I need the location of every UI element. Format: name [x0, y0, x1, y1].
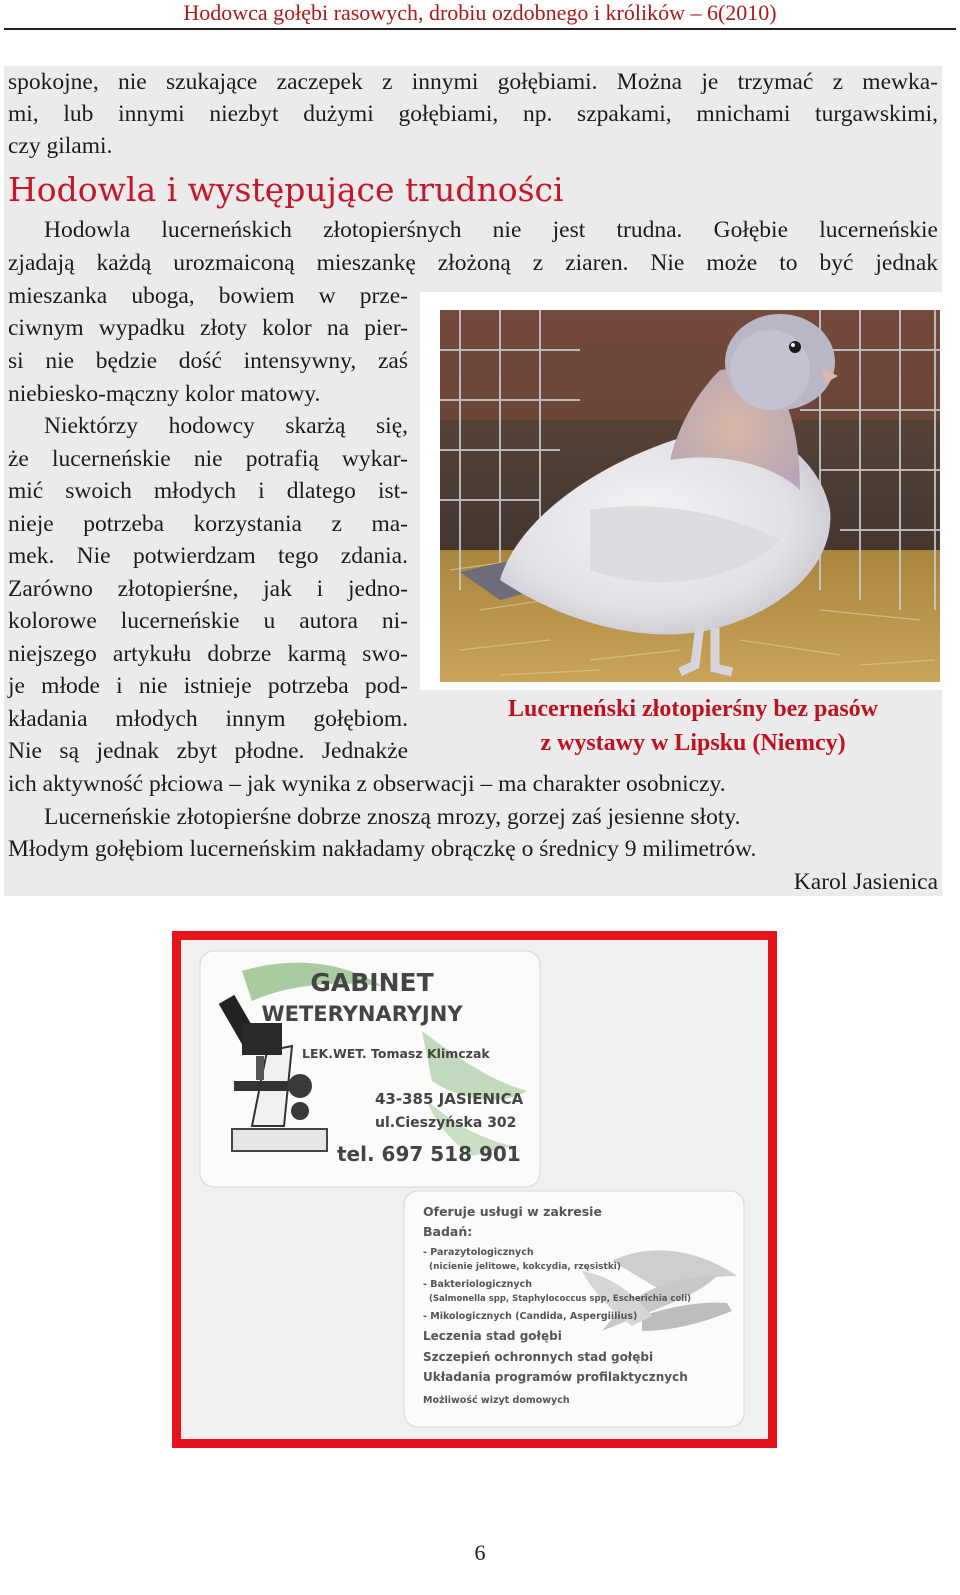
ad-offer-title: Oferuje usługi w zakresie — [423, 1204, 602, 1219]
ad-service-1: Leczenia stad gołębi — [423, 1329, 562, 1343]
column-line: nieje potrzeba korzystania z ma- — [8, 511, 408, 537]
intro-line: spokojne, nie szukające zaczepek z innymi gołębiami. Można je trzymać z mewka- — [8, 69, 938, 95]
ad-phone: tel. 697 518 901 — [337, 1142, 521, 1166]
photo-caption — [430, 692, 956, 760]
ad-test-3: - Mikologicznych (Candida, Aspergiilius) — [423, 1311, 638, 1322]
pigeon-photo — [440, 310, 940, 682]
intro-line: czy gilami. — [8, 133, 113, 159]
caption-line-1: Lucerneński złotopierśny bez pasów — [507, 696, 878, 722]
column-line: niebiesko-mączny kolor matowy. — [8, 381, 321, 407]
ad-test-1: - Parazytologicznych — [423, 1247, 534, 1258]
paragraph-line: Lucerneńskie złotopierśne dobrze znoszą mrozy, gorzej zaś jesienne słoty. — [44, 804, 741, 830]
ad-test-2-detail: (Salmonella spp, Staphylococcus spp, Escherichia coli) — [429, 1294, 692, 1304]
ad-service-3: Układania programów profilaktycznych — [423, 1370, 688, 1384]
business-card-front — [200, 951, 540, 1187]
column-line: Nie są jednak zbyt płodne. Jednakże — [8, 738, 408, 764]
column-line: kolorowe lucerneńskie u autora ni- — [8, 608, 408, 634]
running-header: Hodowca gołębi rasowych, drobiu ozdobnego i królików – 6(2010) — [183, 0, 777, 25]
column-line: mić swoich młodych i dlatego ist- — [8, 478, 408, 504]
column-line: Zarówno złotopierśne, jak i jedno- — [8, 576, 408, 602]
column-line: Niektórzy hodowcy skarżą się, — [44, 413, 408, 439]
column-line: mek. Nie potwierdzam tego zdania. — [8, 543, 408, 569]
ad-street: ul.Cieszyńska 302 — [375, 1115, 517, 1131]
intro-line: mi, lub innymi niezbyt dużymi gołębiami, np. szpakami, mnichami turgawskimi, — [8, 101, 938, 127]
ad-test-2: - Bakteriologicznych — [423, 1279, 533, 1290]
paragraph-line: ich aktywność płciowa – jak wynika z obserwacji – ma charakter osobniczy. — [8, 771, 726, 797]
ad-doctor: LEK.WET. Tomasz Klimczak — [302, 1046, 490, 1061]
section-heading: Hodowla i występujące trudności — [8, 170, 564, 209]
column-line: ciwnym wypadku złoty kolor na pier- — [8, 315, 408, 341]
ad-title-1: GABINET — [310, 968, 434, 997]
paragraph-line: zjadają każdą urozmaiconą mieszankę złożoną z ziaren. Nie może to być jednak — [8, 250, 938, 276]
column-line: że lucerneńskie nie potrafią wykar- — [8, 446, 408, 472]
column-line: je młode i nie istnieje potrzeba pod- — [8, 673, 408, 699]
ad-test-1-detail: (nicienie jelitowe, kokcydia, rzęsistki) — [429, 1262, 622, 1272]
header-rule — [4, 28, 956, 30]
paragraph-line: Hodowla lucerneńskich złotopierśnych nie jest trudna. Gołębie lucerneńskie — [44, 217, 938, 243]
vet-clinic-advertisement — [172, 931, 777, 1448]
author-signature: Karol Jasienica — [793, 869, 938, 895]
column-line: kładania młodych innym gołębiom. — [8, 706, 408, 732]
paragraph-line: Młodym gołębiom lucerneńskim nakładamy obrączkę o średnicy 9 milimetrów. — [8, 836, 757, 862]
page-number: 6 — [474, 1540, 486, 1565]
ad-city: 43-385 JASIENICA — [375, 1090, 524, 1108]
column-line: mieszanka uboga, bowiem w prze- — [8, 283, 408, 309]
column-line: niejszego artykułu dobrze karmą swo- — [8, 641, 408, 667]
ad-tests-title: Badań: — [423, 1224, 473, 1239]
caption-line-2: z wystawy w Lipsku (Niemcy) — [540, 730, 846, 756]
ad-service-2: Szczepień ochronnych stad gołębi — [423, 1350, 654, 1364]
business-card-back — [404, 1191, 744, 1427]
ad-note: Możliwość wizyt domowych — [423, 1395, 570, 1406]
ad-title-2: WETERYNARYJNY — [261, 1002, 463, 1026]
column-line: si nie będzie dość intensywny, zaś — [8, 348, 408, 374]
